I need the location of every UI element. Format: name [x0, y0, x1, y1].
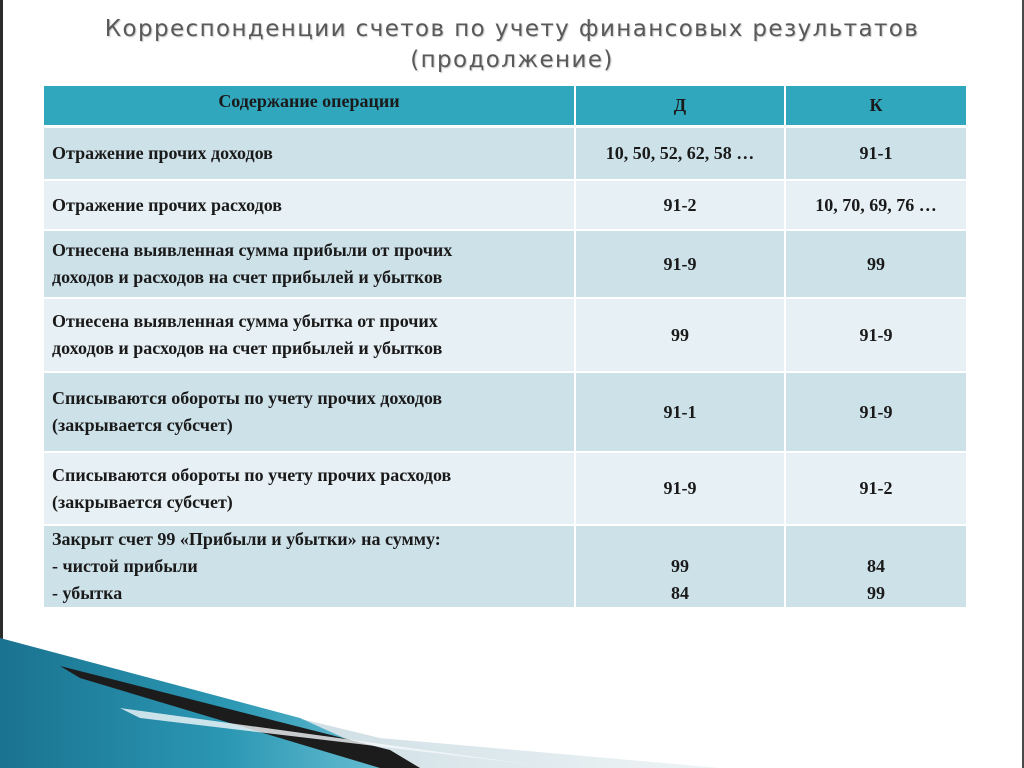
credit-cell	[785, 126, 966, 180]
operation-cell-line: Списываются обороты по учету прочих доходов	[52, 388, 443, 408]
operation-cell-line: Закрыт счет 99 «Прибыли и убытки» на сумму:	[52, 529, 441, 549]
credit-cell	[785, 298, 966, 372]
operation-cell	[44, 298, 575, 372]
operation-cell-line: Отражение прочих расходов	[52, 194, 282, 215]
operation-cell	[44, 372, 575, 452]
credit-cell-line: 99	[867, 253, 885, 274]
operation-cell-line: Списываются обороты по учету прочих расходов	[52, 464, 452, 485]
slide-title	[0, 14, 1024, 76]
credit-cell-line: 10, 70, 69, 76 …	[815, 194, 937, 215]
table-header-row	[44, 86, 966, 126]
operation-cell-line: (закрывается субсчет)	[52, 415, 233, 435]
credit-cell-line: 91-2	[859, 478, 893, 498]
debit-cell-line: 99	[671, 324, 689, 345]
credit-cell	[785, 180, 966, 230]
operation-cell-line: доходов и расходов на счет прибылей и убытков	[52, 338, 443, 358]
table-row	[44, 230, 966, 298]
table-row	[44, 180, 966, 230]
slide-title-line-2: (продолжение)	[410, 47, 614, 73]
table-row	[44, 372, 966, 452]
credit-cell	[785, 230, 966, 298]
table-row	[44, 525, 966, 607]
operation-cell	[44, 180, 575, 230]
debit-cell	[575, 372, 785, 452]
table-row	[44, 452, 966, 525]
debit-cell	[575, 230, 785, 298]
operation-cell-line: Отражение прочих доходов	[52, 142, 273, 163]
credit-cell	[785, 525, 966, 607]
debit-cell	[575, 180, 785, 230]
header-operation: Содержание операции	[44, 86, 575, 126]
debit-cell	[575, 298, 785, 372]
debit-cell	[575, 525, 785, 607]
operation-cell-line: доходов и расходов на счет прибылей и убытков	[52, 267, 443, 287]
decorative-wave	[0, 638, 1024, 768]
operation-cell	[44, 525, 575, 607]
debit-cell-line: 10, 50, 52, 62, 58 …	[605, 142, 755, 163]
debit-cell	[575, 126, 785, 180]
credit-cell	[785, 372, 966, 452]
header-debit: Д	[575, 86, 785, 126]
credit-cell-line: 99	[867, 583, 885, 603]
operation-cell-line: (закрывается субсчет)	[52, 491, 233, 512]
debit-cell	[575, 452, 785, 525]
debit-cell-line: 91-9	[663, 478, 697, 498]
credit-cell-line: 84	[867, 556, 885, 576]
operation-cell	[44, 230, 575, 298]
credit-cell	[785, 452, 966, 525]
correspondence-table	[44, 86, 966, 607]
table-body	[44, 126, 966, 607]
operation-cell-line: - убытка	[52, 583, 123, 603]
table-row	[44, 126, 966, 180]
debit-cell-line: 99	[671, 556, 689, 576]
debit-cell-line: 91-2	[663, 194, 697, 215]
credit-cell-line: 91-1	[859, 142, 893, 163]
credit-cell-line: 91-9	[859, 324, 893, 345]
debit-cell-line: 84	[671, 583, 689, 603]
credit-cell-line: 91-9	[859, 401, 893, 422]
operation-cell	[44, 126, 575, 180]
slide-title-line-1: Корреспонденции счетов по учету финансовых результатов	[104, 16, 920, 42]
operation-cell	[44, 452, 575, 525]
debit-cell-line: 91-1	[663, 401, 697, 422]
table-row	[44, 298, 966, 372]
operation-cell-line: Отнесена выявленная сумма убытка от прочих	[52, 311, 438, 331]
header-credit: К	[785, 86, 966, 126]
operation-cell-line: Отнесена выявленная сумма прибыли от прочих	[52, 240, 453, 260]
slide-border-left	[0, 0, 3, 650]
debit-cell-line: 91-9	[663, 253, 697, 274]
operation-cell-line: - чистой прибыли	[52, 556, 198, 576]
